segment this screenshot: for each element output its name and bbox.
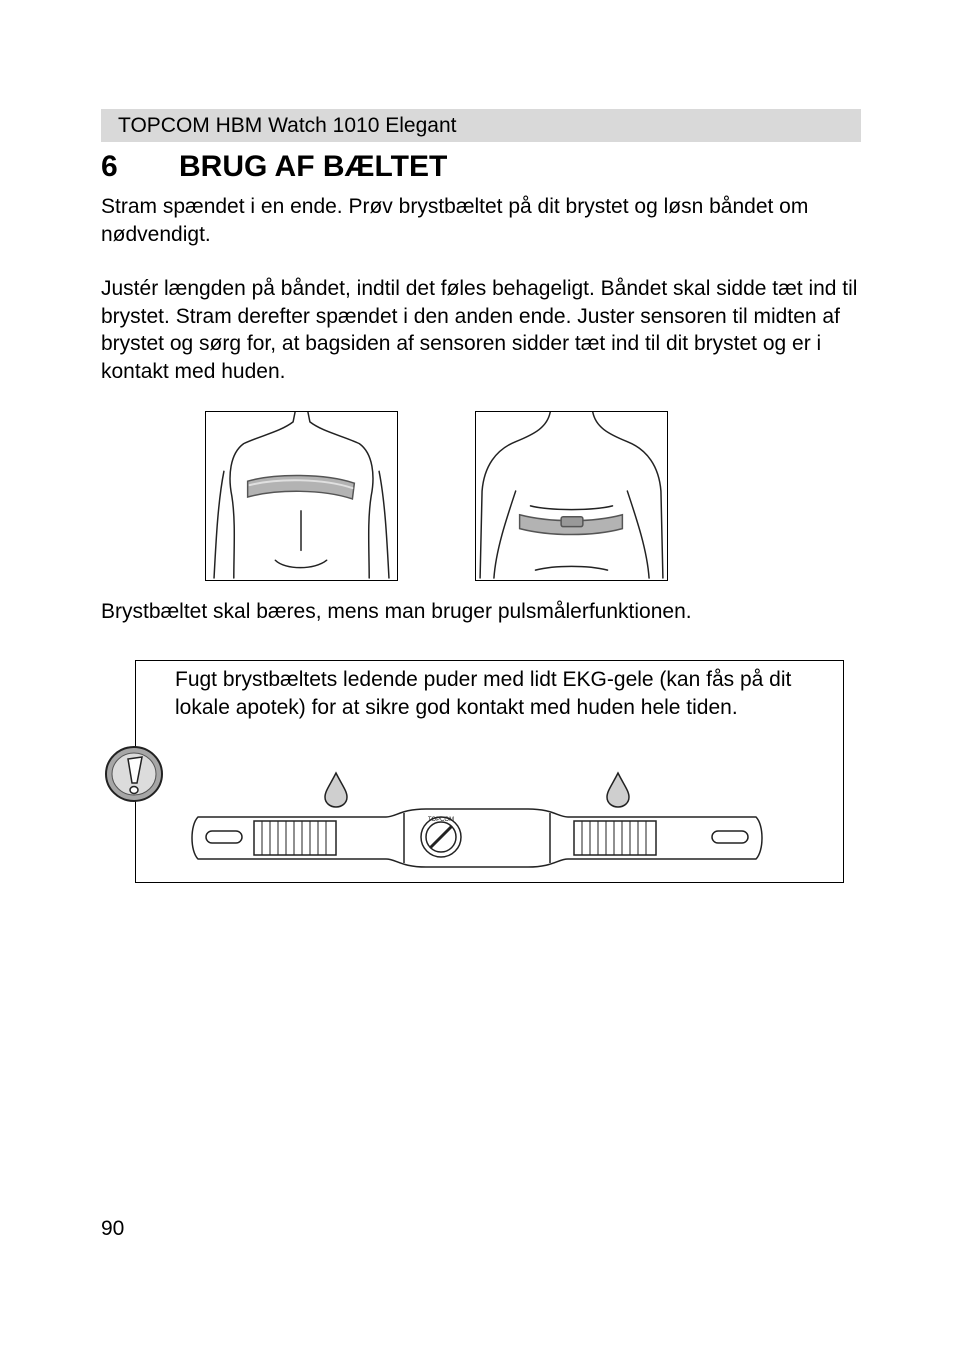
- gel-drop-right-icon: [607, 773, 629, 807]
- section-number: 6: [101, 150, 118, 183]
- section-heading: [101, 147, 447, 187]
- belt-module-label: TOPCOM: [427, 817, 455, 823]
- chest-belt-illustration: [186, 765, 768, 873]
- section-title: BRUG AF BÆLTET: [179, 150, 448, 183]
- front-view-illustration: [475, 411, 668, 581]
- paragraph-usage: Brystbæltet skal bæres, mens man bruger pulsmålerfunktionen.: [101, 600, 692, 623]
- note-text: Fugt brystbæltets ledende puder med lidt EKG-gele (kan fås på dit lokale apotek) for at sikre god kontakt med huden hele tiden.: [175, 668, 792, 719]
- exclamation-icon: [104, 745, 164, 803]
- back-view-illustration: [205, 411, 398, 581]
- page-number: 90: [101, 1217, 125, 1240]
- paragraph-fasten: Stram spændet i en ende. Prøv brystbæltet på dit brystet og løsn båndet om nødvendigt.: [101, 195, 809, 246]
- gel-drop-left-icon: [325, 773, 347, 807]
- running-header: TOPCOM HBM Watch 1010 Elegant: [101, 109, 861, 142]
- paragraph-adjust: Justér længden på båndet, indtil det føles behageligt. Båndet skal sidde tæt ind til brystet. Stram derefter spændet i den anden ende. Juster sensoren til midten af brystet og sørg for, at bagsiden af sensoren sidder tæt ind til dit brystet og er i kontakt med huden.: [101, 277, 858, 383]
